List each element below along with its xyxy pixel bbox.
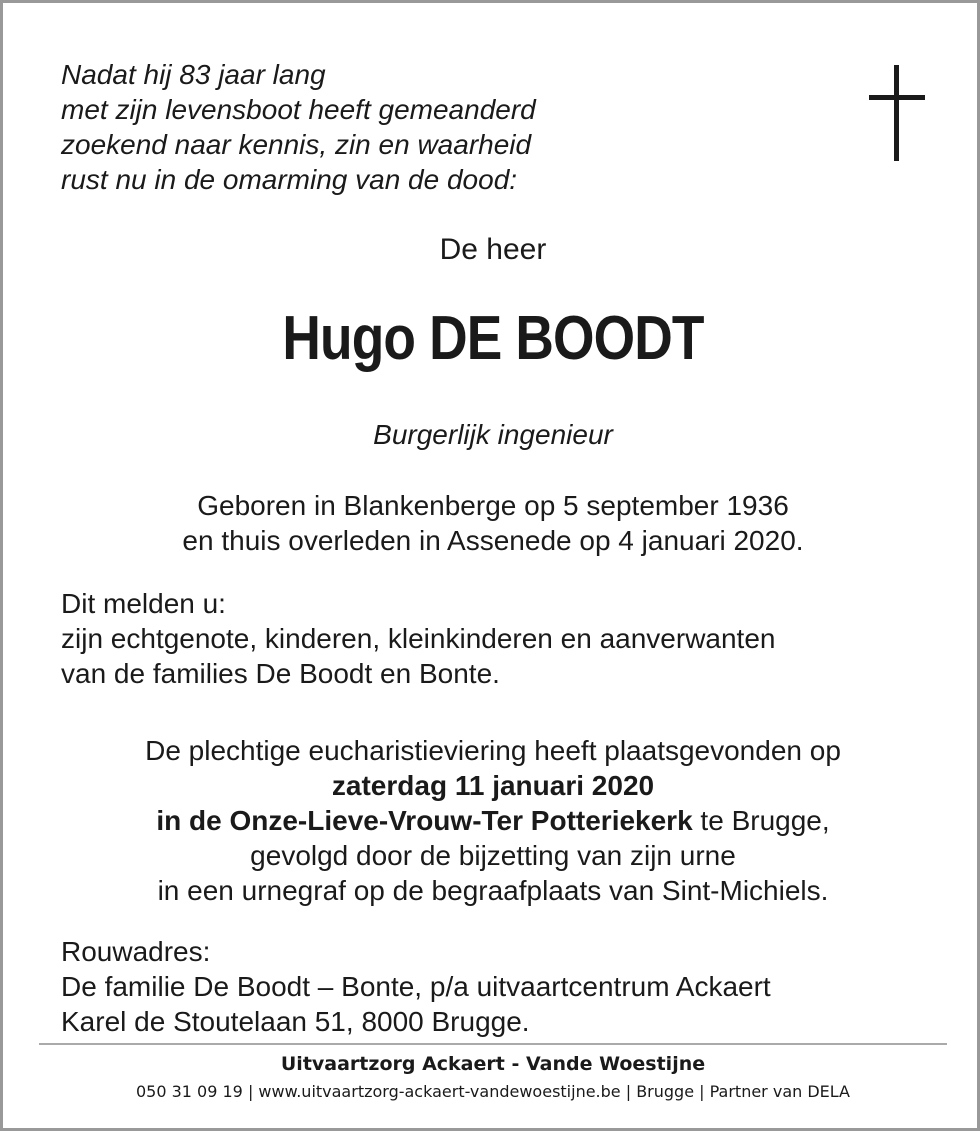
poem [61,57,536,197]
service-city: te Brugge, [692,805,830,836]
service-church: in de Onze-Lieve-Vrouw-Ter Potteriekerk [156,805,693,836]
mourning-address [61,934,771,1039]
cross-icon [869,65,925,161]
birth-death-dates [3,488,980,558]
announcement [61,586,775,691]
service-line: in een urnegraf op de begraafplaats van Sint-Michiels. [157,875,829,906]
funeral-company-info: 050 31 09 19 | www.uitvaartzorg-ackaert-vandewoestijne.be | Brugge | Partner van DELA [135,1082,850,1101]
service-details [3,733,980,908]
address-line: De familie De Boodt – Bonte, p/a uitvaartcentrum Ackaert [61,971,771,1002]
poem-line: met zijn levensboot heeft gemeanderd [61,94,536,125]
announcement-line: zijn echtgenote, kinderen, kleinkinderen en aanverwanten [61,623,776,654]
funeral-company: Uitvaartzorg Ackaert - Vande Woestijne [280,1053,706,1075]
address-line: Karel de Stoutelaan 51, 8000 Brugge. [61,1006,530,1037]
deceased-name: Hugo DE BOODT [282,304,704,373]
address-label: Rouwadres: [61,936,211,967]
footer-divider [39,1043,947,1045]
service-line: gevolgd door de bijzetting van zijn urne [250,840,736,871]
service-line: De plechtige eucharistieviering heeft plaatsgevonden op [145,735,841,766]
poem-line: rust nu in de omarming van de dood: [61,164,518,195]
poem-line: Nadat hij 83 jaar lang [61,59,326,90]
profession: Burgerlijk ingenieur [373,419,613,450]
birth-line: Geboren in Blankenberge op 5 september 1936 [197,490,789,521]
honorific: De heer [439,233,547,266]
announcement-line: van de families De Boodt en Bonte. [61,658,500,689]
announcement-intro: Dit melden u: [61,588,226,619]
death-line: en thuis overleden in Assenede op 4 januari 2020. [182,525,804,556]
service-date: zaterdag 11 januari 2020 [331,770,655,801]
poem-line: zoekend naar kennis, zin en waarheid [61,129,532,160]
